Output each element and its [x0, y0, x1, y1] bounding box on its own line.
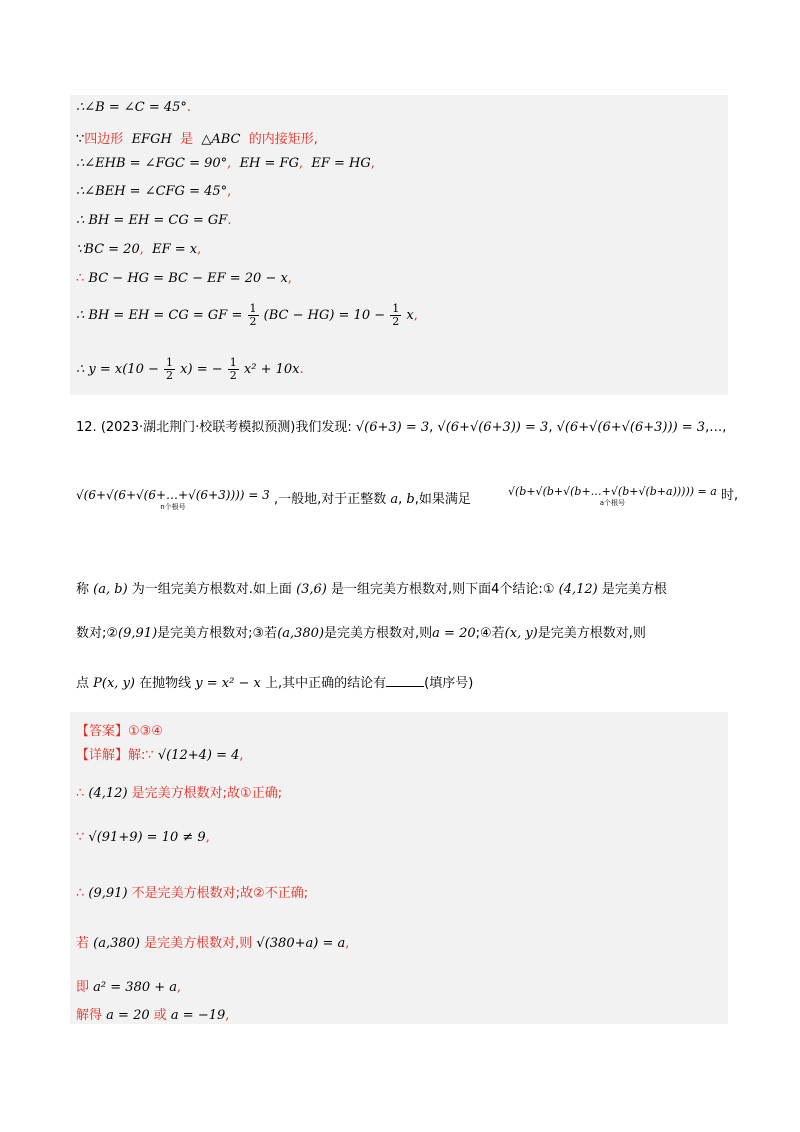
answer-line-4: ∴ (9,91) 不是完美方根数对;故②不正确; — [76, 886, 309, 901]
angle-eq: ∴∠B = ∠C = 45° — [76, 100, 187, 115]
answer-line-2: ∴ (4,12) 是完美方根数对;故①正确; — [76, 786, 283, 801]
fraction-half: $\frac{1}{2}$ — [249, 302, 257, 328]
fraction-half: $\frac{1}{2}$ — [392, 302, 400, 328]
answer-label: 【答案】①③④ — [76, 724, 163, 739]
answer-line-7: 解得 a = 20 或 a = −19, — [76, 1008, 230, 1023]
question-line-1: 12. (2023·湖北荆门·校联考模拟预测)我们发现: √(6+3) = 3, √(6+√(6+3)) = 3, √(6+√(6+√(6+3))) = 3,…, — [76, 420, 727, 435]
sol-line-5: ∴ BH = EH = CG = GF. — [76, 213, 232, 228]
sol-line-1: ∴∠B = ∠C = 45°. — [76, 100, 192, 115]
question-line-2b: √(b+√(b+√(b+…+√(b+√(b+a))))) = a a个根号 时, — [508, 485, 739, 507]
question-source: (2023·湖北荆门·校联考模拟预测)我们发现: — [100, 420, 352, 435]
sol-line-4: ∴∠BEH = ∠CFG = 45°, — [76, 184, 232, 199]
fraction-half: $\frac{1}{2}$ — [229, 356, 237, 382]
nested-radical-ab: √(b+√(b+√(b+…+√(b+√(b+a))))) = a a个根号 — [508, 485, 717, 507]
nested-radical-6: √(6+√(6+√(6+…+√(6+3)))) = 3 n个根号 — [76, 488, 270, 511]
question-number: 12. — [76, 420, 97, 435]
answer-line-3: ∵ √(91+9) = 10 ≠ 9, — [76, 830, 210, 845]
question-line-4: 数对;②(9,91)是完美方根数对;③若(a,380)是完美方根数对,则a = 20;④若(x, y)是完美方根数对,则 — [76, 626, 646, 641]
sol-line-7: ∴ BC − HG = BC − EF = 20 − x, — [76, 271, 292, 286]
answer-blank — [386, 676, 424, 687]
fraction-half: $\frac{1}{2}$ — [166, 356, 174, 382]
sol-line-2: ∵四边形 EFGH 是 △ABC 的内接矩形, — [76, 132, 318, 147]
sol-line-9: ∴ y = x(10 − $\frac{1}{2}$ x) = − $\frac{1}{2}$ x² + 10x. — [76, 356, 304, 382]
sol-line-6: ∵BC = 20, EF = x, — [76, 242, 202, 257]
answer-detail-line: 【详解】解:∵ √(12+4) = 4, — [76, 748, 244, 763]
sol-line-8: ∴ BH = EH = CG = GF = $\frac{1}{2}$ (BC − HG) = 10 − $\frac{1}{2}$ x, — [76, 302, 418, 328]
sol-line-3: ∴∠EHB = ∠FGC = 90°, EH = FG, EF = HG, — [76, 156, 375, 171]
question-line-5: 点 P(x, y) 在抛物线 y = x² − x 上,其中正确的结论有 (填序号) — [76, 676, 474, 691]
question-line-3: 称 (a, b) 为一组完美方根数对.如上面 (3,6) 是一组完美方根数对,则下面4个结论:① (4,12) 是完美方根 — [76, 582, 667, 597]
answer-line-6: 即 a² = 380 + a, — [76, 980, 182, 995]
answer-line-5: 若 (a,380) 是完美方根数对,则 √(380+a) = a, — [76, 936, 350, 951]
question-line-2: √(6+√(6+√(6+…+√(6+3)))) = 3 n个根号 ,一般地,对于正整数 a, b,如果满足 — [76, 488, 471, 511]
